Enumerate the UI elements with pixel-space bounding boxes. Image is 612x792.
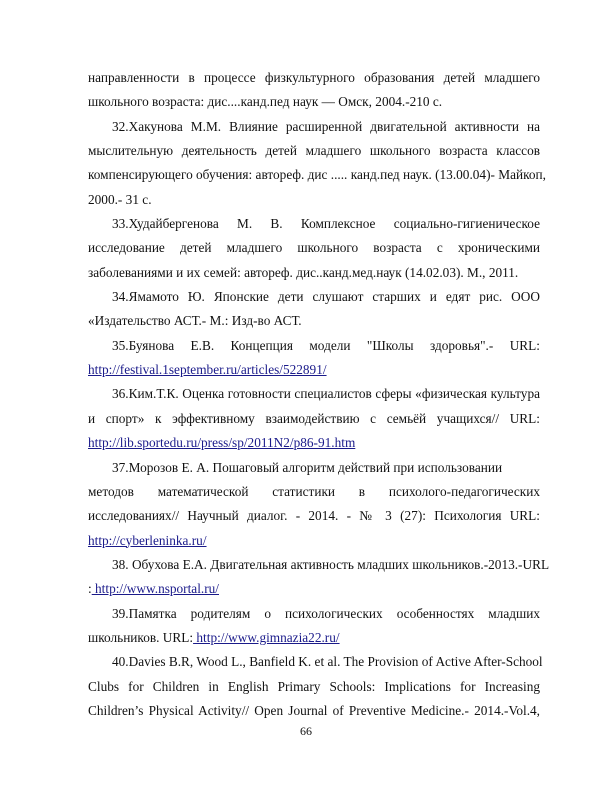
reference-33-line-2: исследование детей младшего школьного возраста с хроническими (88, 240, 540, 256)
reference-38-line-1: 38. Обухова Е.А. Двигательная активность младших школьников.-2013.-URL (112, 556, 550, 572)
reference-40-line-2: Clubs for Children in English Primary Schools: Implications for Increasing (88, 678, 540, 694)
reference-32-line-1: 32.Хакунова М.М. Влияние расширенной двигательной активности на (112, 118, 540, 134)
reference-36-url-link[interactable]: http://lib.sportedu.ru/press/sp/2011N2/p86-91.htm (88, 435, 356, 451)
reference-32-line-3: компенсирующего обучения: автореф. дис ..... канд.пед наук. (13.00.04)- Майкоп, (88, 167, 546, 183)
reference-35-line-2 (88, 358, 540, 382)
reference-32-line-2: мыслительную деятельность детей младшего школьного возраста классов (88, 143, 540, 159)
reference-37-url-link[interactable]: http://cyberleninka.ru/ (88, 532, 207, 548)
document-page (88, 66, 550, 723)
reference-35-line-1: 35.Буянова Е.В. Концепция модели "Школы здоровья".- URL: (112, 337, 540, 353)
reference-36-line-3 (88, 431, 540, 455)
reference-37-line-3: исследованиях// Научный диалог. - 2014. - № 3 (27): Психология URL: (88, 508, 540, 524)
reference-36-line-1: 36.Ким.Т.К. Оценка готовности специалистов сферы «физическая культура (112, 386, 540, 402)
reference-34-line-2: «Издательство АСТ.- М.: Изд-во АСТ. (88, 313, 302, 329)
reference-32-line-4: 2000.- 31 с. (88, 191, 152, 207)
reference-39-line-2 (88, 626, 540, 650)
reference-38-prefix: : (88, 581, 92, 597)
reference-31-line-1: направленности в процессе физкультурного образования детей младшего (88, 70, 540, 85)
reference-35-url-link[interactable]: http://festival.1september.ru/articles/522891/ (88, 362, 327, 378)
reference-37-line-1: 37.Морозов Е. А. Пошаговый алгоритм действий при использовании (112, 459, 503, 475)
reference-37-line-2: методов математической статистики в психолого-педагогических (88, 483, 540, 499)
reference-34-line-1: 34.Ямамото Ю. Японские дети слушают старших и едят рис. ООО (112, 289, 540, 305)
reference-39-line-1: 39.Памятка родителям о психологических особенностях младших (112, 605, 540, 621)
reference-31-line-2: школьного возраста: дис....канд.пед наук — Омск, 2004.-210 с. (88, 94, 443, 110)
reference-40-line-3: Children’s Physical Activity// Open Journal of Preventive Medicine.- 2014.-Vol.4, (88, 702, 540, 718)
reference-33-line-3: заболеваниями и их семей: автореф. дис..канд.мед.наук (14.02.03). М., 2011. (88, 264, 519, 280)
reference-38-line-2 (88, 577, 540, 601)
reference-33-line-1: 33.Худайбергенова М. В. Комплексное социально-гигиеническое (112, 216, 540, 232)
reference-39-url-link[interactable]: http://www.gimnazia22.ru/ (193, 629, 340, 645)
reference-36-line-2: и спорт» к эффективному взаимодействию с семьёй учащихся// URL: (88, 410, 540, 426)
reference-38-url-link[interactable]: http://www.nsportal.ru/ (91, 581, 219, 597)
page-number: 66 (300, 724, 312, 738)
reference-39-prefix: школьников. URL: (88, 629, 194, 645)
reference-37-line-4 (88, 529, 540, 553)
reference-40-line-1: 40.Davies B.R, Wood L., Banfield K. et al. The Provision of Active After-School (112, 654, 543, 670)
